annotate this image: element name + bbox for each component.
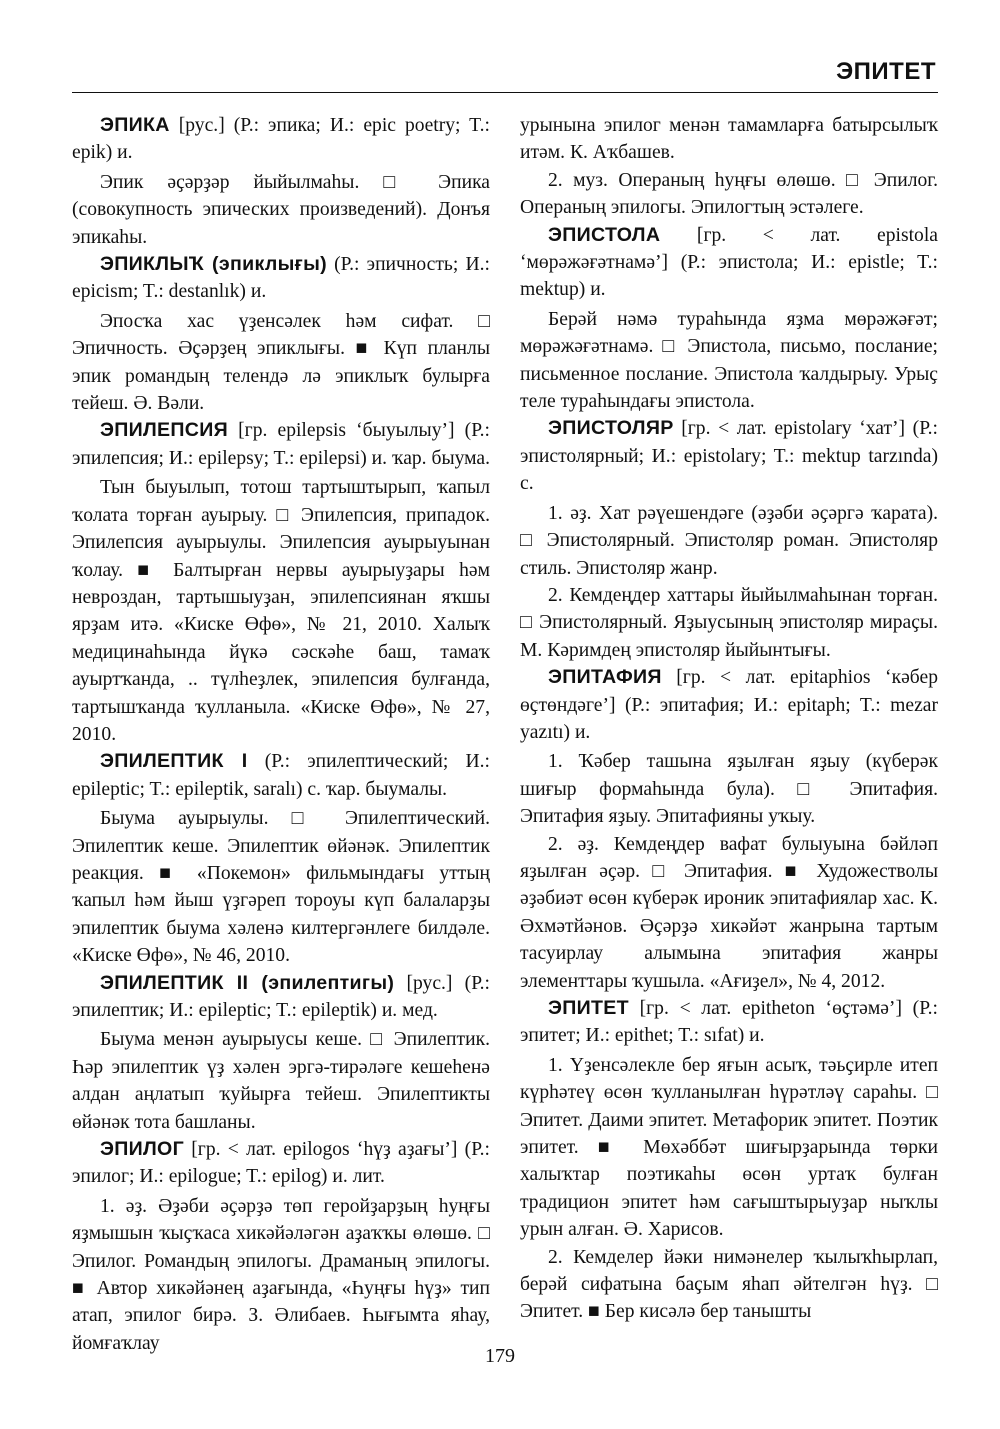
entry-etymology: [гр. < лат. epistolary ‘хат’] (Р.: эпистолярный; И.: epistolary; T.: mektup tarzında) с. bbox=[520, 418, 938, 495]
dictionary-entry-header bbox=[520, 415, 938, 497]
dictionary-entry-header bbox=[520, 995, 938, 1050]
definition-paragraph: Быума ауырыулы. □ Эпилептический. Эпилептик кеше. Эпилептик өйәнәк. Эпилептик реакция. ■ «Покемон» фильмындағы уттың ҡапыл һәм йыш үҙгәреп тороуы күп балаларҙы эпилептик быума хәленә килтергәнлеге билдәле. «Киске Өфө», № 46, 2010. bbox=[72, 808, 490, 967]
running-head: ЭПИТЕТ bbox=[836, 58, 936, 85]
right-column bbox=[520, 112, 938, 1326]
definition-paragraph: 2. әҙ. Кемдеңдер вафат булыуына бәйләп яҙылған әҫәр. □ Эпитафия. ■ Художестволы әҙәбиәт өсөн күберәк ироник эпитафиялар хас. К. Әхмәтйәнов. Әҫәрҙә хикәйәт жанрына тартым тасуирлау алымына эпитафия жанры элементтары ҡушыла. «Ағиҙел», № 4, 2012. bbox=[520, 833, 938, 992]
dictionary-entry-header bbox=[72, 112, 490, 167]
definition-paragraph: 2. Кемделер йәки нимәнелер ҡылыҡһырлап, берәй сифатына баҫым яһап әйтелгән һүҙ. □ Эпитет. ■ Бер кисәлә бер танышты bbox=[520, 1246, 938, 1323]
headword: ЭПИТЕТ bbox=[548, 997, 629, 1019]
dictionary-entry-header bbox=[72, 970, 490, 1025]
headword: ЭПИЛЕПТИК I bbox=[100, 750, 248, 773]
page-number: 179 bbox=[485, 1345, 515, 1367]
entry-etymology: [рус.] (Р.: эпика; И.: epic poetry; T.: epik) и. bbox=[72, 115, 490, 164]
headword: ЭПИТАФИЯ bbox=[548, 666, 662, 689]
entry-etymology: (Р.: эпичность; И.: epicism; T.: destanlık) и. bbox=[72, 254, 490, 303]
headword: ЭПИСТОЛА bbox=[548, 223, 661, 246]
definition-paragraph: 1. Үҙенсәлекле бер яғын асыҡ, тәьҫирле итеп күрһәтеү өсөн ҡулланылған һүрәтләү сараһы. □ Эпитет. Даими эпитет. Метафорик эпитет. Поэтик эпитет. ■ Мөхәббәт шиғырҙарында төрки халыҡтар поэтикаһы өсөн уртаҡ булған традицион эпитет һәм сағыштырыуҙар ныҡлы урын алған. Ә. Харисов. bbox=[520, 1054, 938, 1241]
headword: ЭПИСТОЛЯР bbox=[548, 417, 674, 440]
definition-paragraph: Быума менән ауырыусы кеше. □ Эпилептик. Һәр эпилептик үҙ хәлен эргә-тирәләге кешеһенә алдан аңлатып ҡуйырға тейеш. Эпилептикты өйәнәк тота башланы. bbox=[72, 1029, 490, 1133]
definition-paragraph: Эпик әҫәрҙәр йыйылмаһы. □ Эпика (совокупность эпических произведений). Донъя эпикаһы. bbox=[72, 171, 490, 248]
definition-paragraph: Тын быуылып, тотош тартыштырып, ҡапыл ҡолата торған ауырыу. □ Эпилепсия, припадок. Эпилепсия ауырыулы. Эпилепсия ауырыуынан ҡолау. ■ Балтырған нервы ауырыуҙары һәм невроздан, тартышыуҙан, эпилепсиянан яҡшы ярҙам итә. «Киске Өфө», № 21, 2010. Халыҡ медицинаһында йүкә сәскәһе баш, тамаҡ ауыртҡанда, .. түлһеҙлек, эпилепсия булғанда, тартышҡанда ҡулланыла. «Киске Өфө», № 27, 2010. bbox=[72, 477, 490, 745]
headword: ЭПИЛЕПСИЯ bbox=[100, 419, 229, 442]
dictionary-entry-header bbox=[72, 1136, 490, 1191]
definition-paragraph: 2. Кемдеңдер хаттары йыйылмаһынан торған. □ Эпистолярный. Яҙыусының эпистоляр мираҫы. М. Кәримдең эпистоляр йыйынтығы. bbox=[520, 584, 938, 661]
definition-paragraph: 1. Ҡәбер ташына яҙылған яҙыу (күберәк шиғыр формаһында була). □ Эпитафия. Эпитафия яҙыу. Эпитафияны уҡыу. bbox=[520, 751, 938, 828]
entry-etymology: (Р.: эпилептический; И.: epileptic; T.: epileptik, saralı) с. ҡар. быумалы. bbox=[72, 751, 490, 800]
definition-paragraph: 1. әҙ. Хат рәүешендәге (әҙәби әҫәргә ҡарата). □ Эпистолярный. Эпистоляр роман. Эпистоляр стиль. Эпистоляр жанр. bbox=[520, 502, 938, 579]
entry-etymology: [гр. < лат. epilogos ‘һүҙ аҙағы’] (Р.: эпилог; И.: epilogue; T.: epilog) и. лит. bbox=[72, 1139, 490, 1188]
definition-paragraph: Эпосҡа хас үҙенсәлек һәм сифат. □ Эпичность. Әҫәрҙең эпиклығы. ■ Күп планлы эпик романдың телендә лә эпиклыҡ булырға тейеш. Ә. Вәли. bbox=[72, 310, 490, 415]
headword: ЭПИКЛЫҠ (эпиклығы) bbox=[100, 253, 327, 276]
headword: ЭПИЛЕПТИК II (эпилептигы) bbox=[100, 971, 395, 994]
left-column bbox=[72, 112, 490, 1357]
definition-paragraph: 1. әҙ. Әҙәби әҫәрҙә төп геройҙарҙың һуңғы яҙмышын ҡыҫҡаса хикәйәләгән аҙаҡҡы өлөшө. □ Эпилог. Романдың эпилогы. Драманың эпилогы. ■ Автор хикәйәнең аҙағында, «Һуңғы һүҙ» тип атап, эпилог бирә. З. Әлибаев. Һығымта яһау, йомғаҡлау bbox=[72, 1195, 490, 1354]
dictionary-entry-header bbox=[520, 664, 938, 746]
dictionary-entry-header bbox=[72, 251, 490, 306]
dictionary-entry-header bbox=[72, 748, 490, 803]
dictionary-entry-header bbox=[520, 222, 938, 304]
headword: ЭПИЛОГ bbox=[100, 1138, 185, 1161]
dictionary-entry-header bbox=[72, 417, 490, 472]
headword: ЭПИКА bbox=[100, 114, 170, 136]
entry-etymology: [гр. < лат. epitaphios ‘кәбер өҫтөндәге’] (Р.: эпитафия; И.: epitaph; T.: mezar yazıtı) и. bbox=[520, 667, 938, 743]
definition-paragraph: Берәй нәмә тураһында яҙма мөрәжәғәт; мөрәжәғәтнамә. □ Эпистола, письмо, послание; письменное послание. Эпистола ҡалдырыу. Урыҫ теле тураһындағы эпистола. bbox=[520, 308, 938, 413]
entry-etymology: [гр. < лат. epitheton ‘өҫтәмә’] (Р.: эпитет; И.: epithet; T.: sıfat) и. bbox=[520, 998, 938, 1047]
entry-etymology: [гр. epilepsis ‘быуылыу’] (Р.: эпилепсия; И.: epilepsy; T.: epilepsi) и. ҡар. быума. bbox=[72, 420, 491, 469]
entry-etymology: [гр. < лат. epistola ‘мөрәжәғәтнамә’] (Р.: эпистола; И.: epistle; T.: mektup) и. bbox=[520, 224, 938, 301]
entry-etymology: [рус.] (Р.: эпилептик; И.: epileptic; T.: epileptik) и. мед. bbox=[72, 972, 490, 1021]
header-rule bbox=[72, 92, 938, 93]
definition-paragraph: урынына эпилог менән тамамларға батырсылыҡ итәм. К. Аҡбашев. bbox=[520, 115, 938, 164]
definition-paragraph: 2. муз. Операның һуңғы өлөшө. □ Эпилог. Операның эпилогы. Эпилогтың эстәлеге. bbox=[520, 169, 938, 219]
